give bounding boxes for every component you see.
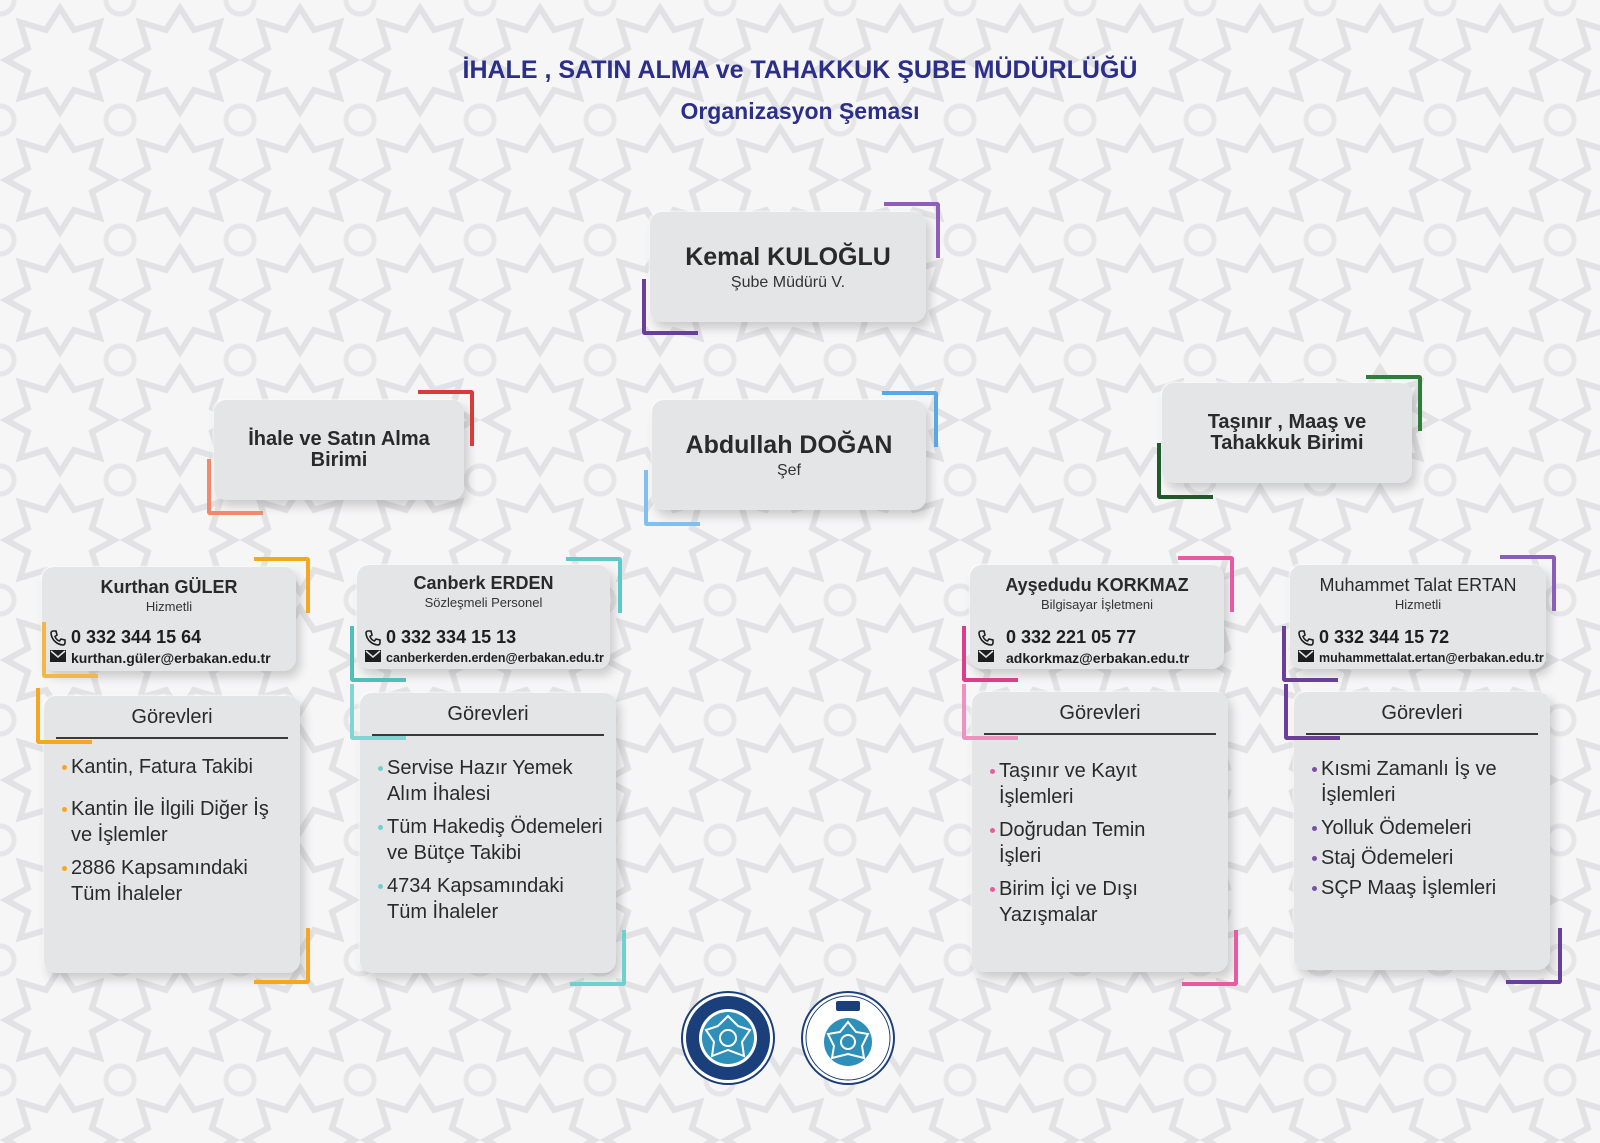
accent-corner xyxy=(1178,556,1234,612)
duty-item: Yolluk Ödemeleri xyxy=(1312,815,1540,841)
duty-item: SÇP Maaş İşlemleri xyxy=(1312,875,1540,901)
staff-name: Kurthan GÜLER xyxy=(100,577,238,597)
email-text: adkorkmaz@erbakan.edu.tr xyxy=(1006,650,1190,666)
accent-corner xyxy=(570,930,626,986)
unit-name: İhale ve Satın Alma Birimi xyxy=(248,428,430,471)
accent-corner xyxy=(882,391,938,447)
accent-corner xyxy=(962,684,1018,740)
accent-corner xyxy=(1157,443,1213,499)
phone-text: 0 332 344 15 64 xyxy=(71,627,202,647)
accent-corner xyxy=(642,279,698,335)
accent-corner xyxy=(36,688,92,744)
email-text: muhammettalat.ertan@erbakan.edu.tr xyxy=(1319,651,1544,665)
staff-name: Canberk ERDEN xyxy=(413,573,554,593)
duty-item: Staj Ödemeleri xyxy=(1312,845,1540,871)
duties-heading: Görevleri xyxy=(131,706,213,728)
duty-item: Doğrudan Temin İşleri xyxy=(990,817,1218,869)
university-seal-icon xyxy=(680,990,776,1086)
page-title: İHALE , SATIN ALMA ve TAHAKKUK ŞUBE MÜDÜRLÜĞÜ xyxy=(462,56,1138,84)
duties-list xyxy=(1312,756,1540,908)
department-seal-icon xyxy=(800,990,896,1086)
accent-corner xyxy=(1182,930,1238,986)
duty-item: Tüm Hakediş Ödemeleri ve Bütçe Takibi xyxy=(378,814,606,866)
accent-corner xyxy=(350,684,406,740)
phone-text: 0 332 221 05 77 xyxy=(1006,627,1137,647)
chief-role: Şef xyxy=(776,461,801,479)
divider xyxy=(1306,733,1538,735)
accent-corner xyxy=(1284,684,1340,740)
manager-name: Kemal KULOĞLU xyxy=(685,242,891,271)
accent-corner xyxy=(254,557,310,613)
duty-item: 4734 Kapsamındaki Tüm İhaleler xyxy=(378,873,606,925)
accent-corner xyxy=(566,557,622,613)
duty-item: Kantin İle İlgili Diğer İş ve İşlemler xyxy=(62,796,290,848)
duties-heading: Görevleri xyxy=(1381,702,1463,724)
duty-item: Taşınır ve Kayıt İşlemleri xyxy=(990,758,1218,810)
accent-corner xyxy=(884,202,940,258)
duty-item: Birim İçi ve Dışı Yazışmalar xyxy=(990,876,1218,928)
duty-item: Servise Hazır Yemek Alım İhalesi xyxy=(378,755,606,807)
page-subtitle: Organizasyon Şeması xyxy=(680,98,920,124)
staff-role: Sözleşmeli Personel xyxy=(424,595,543,610)
accent-corner xyxy=(1500,555,1556,611)
accent-corner xyxy=(644,470,700,526)
accent-corner xyxy=(1366,375,1422,431)
duty-item: 2886 Kapsamındaki Tüm İhaleler xyxy=(62,855,290,907)
divider xyxy=(372,734,604,736)
duties-list xyxy=(990,758,1218,935)
staff-name: Muhammet Talat ERTAN xyxy=(1319,575,1517,595)
staff-role: Hizmetli xyxy=(1394,597,1442,612)
duties-list xyxy=(378,755,606,932)
duties-heading: Görevleri xyxy=(447,703,529,725)
divider xyxy=(984,733,1216,735)
chief-name: Abdullah DOĞAN xyxy=(685,430,893,459)
accent-corner xyxy=(418,390,474,446)
staff-name: Ayşedudu KORKMAZ xyxy=(1005,575,1189,595)
staff-role: Bilgisayar İşletmeni xyxy=(1041,597,1153,612)
duties-list xyxy=(62,754,290,914)
email-text: kurthan.güler@erbakan.edu.tr xyxy=(71,650,271,666)
duties-heading: Görevleri xyxy=(1059,702,1141,724)
accent-corner xyxy=(254,928,310,984)
duty-item: Kantin, Fatura Takibi xyxy=(62,754,290,780)
accent-corner xyxy=(207,459,263,515)
accent-corner xyxy=(1506,928,1562,984)
staff-role: Hizmetli xyxy=(145,599,193,614)
unit-name: Taşınır , Maaş ve Tahakkuk Birimi xyxy=(1207,411,1367,454)
accent-corner xyxy=(1282,626,1338,682)
accent-corner xyxy=(350,626,406,682)
phone-text: 0 332 334 15 13 xyxy=(386,627,517,647)
phone-text: 0 332 344 15 72 xyxy=(1319,627,1450,647)
accent-corner xyxy=(962,626,1018,682)
accent-corner xyxy=(42,622,98,678)
email-text: canberkerden.erden@erbakan.edu.tr xyxy=(386,651,604,665)
manager-role: Şube Müdürü V. xyxy=(730,273,846,291)
duty-item: Kısmi Zamanlı İş ve İşlemleri xyxy=(1312,756,1540,808)
